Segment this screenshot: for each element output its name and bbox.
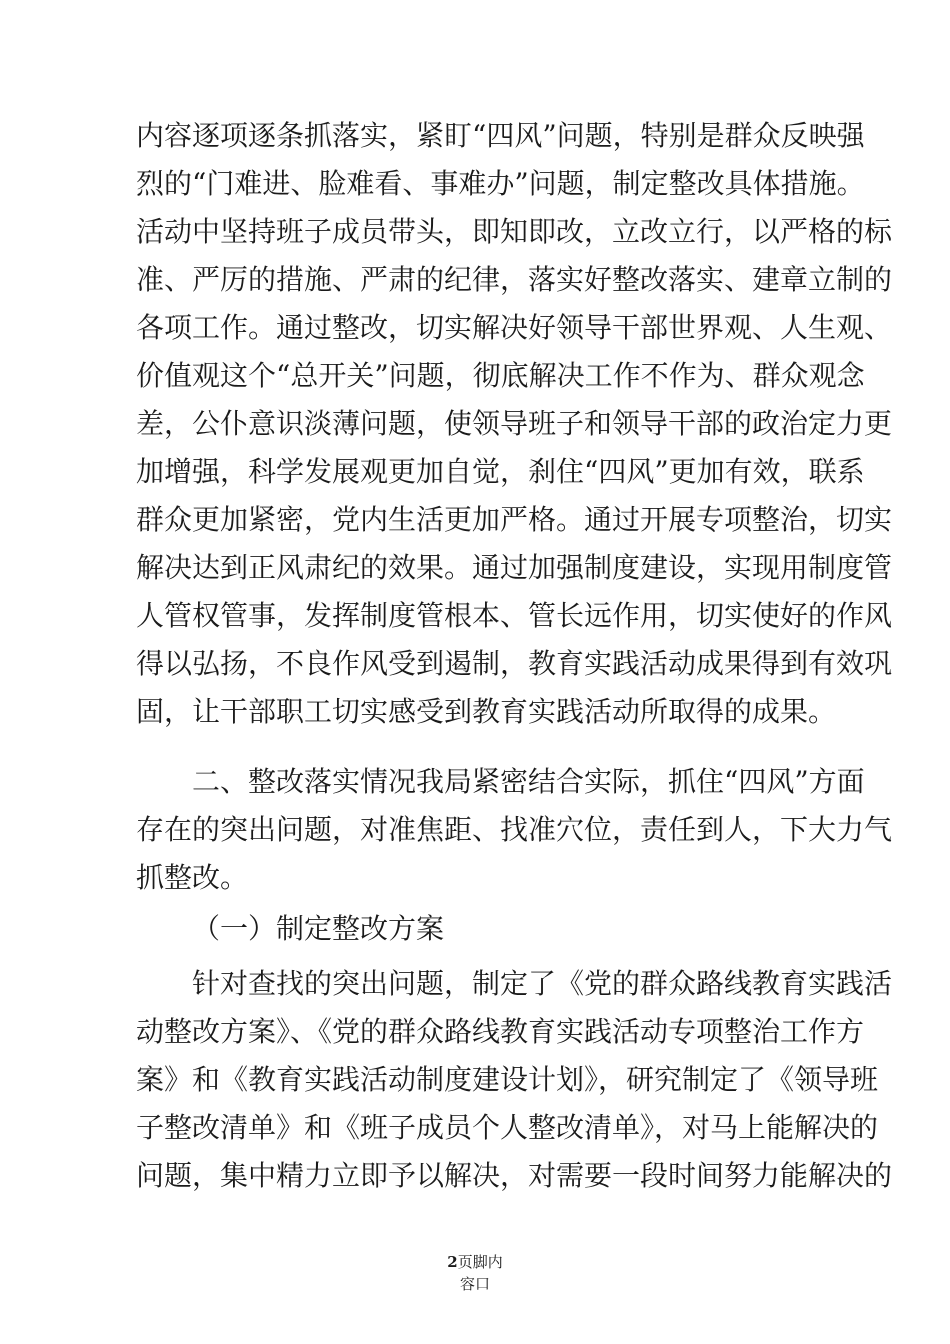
body-line: 存在的突出问题，对准焦距、找准穴位，责任到人，下大力气 — [136, 813, 893, 846]
body-line: 子整改清单》和《班子成员个人整改清单》，对马上能解决的 — [136, 1111, 879, 1144]
body-line: 动整改方案》、《党的群众路线教育实践活动专项整治工作方 — [136, 1015, 865, 1048]
body-line: 烈的“门难进、脸难看、事难办”问题，制定整改具体措施。 — [136, 167, 865, 200]
section-heading-line: 二、整改落实情况我局紧密结合实际，抓住“四风”方面 — [192, 765, 865, 798]
footer-text-line1: 页脚内 — [457, 1253, 503, 1271]
body-line: 活动中坚持班子成员带头，即知即改，立改立行，以严格的标 — [136, 215, 893, 248]
body-line: 人管权管事，发挥制度管根本、管长远作用，切实使好的作风 — [136, 599, 893, 632]
body-line: 抓整改。 — [136, 861, 249, 894]
body-line: 群众更加紧密，党内生活更加严格。通过开展专项整治，切实 — [136, 503, 893, 536]
subsection-heading: （一）制定整改方案 — [192, 912, 445, 945]
body-line: 差，公仆意识淡薄问题，使领导班子和领导干部的政治定力更 — [136, 407, 893, 440]
body-line: 各项工作。通过整改，切实解决好领导干部世界观、人生观、 — [136, 311, 893, 344]
body-line: 问题，集中精力立即予以解决，对需要一段时间努力能解决的 — [136, 1159, 893, 1192]
page-number: 2 — [447, 1253, 458, 1271]
body-line: 内容逐项逐条抓落实，紧盯“四风”问题，特别是群众反映强 — [136, 119, 865, 152]
body-line: 针对查找的突出问题，制定了《党的群众路线教育实践活 — [192, 967, 893, 1000]
footer-text-line2: 容口 — [459, 1275, 490, 1293]
body-line: 加增强，科学发展观更加自觉，刹住“四风”更加有效，联系 — [136, 455, 865, 488]
body-line: 价值观这个“总开关”问题，彻底解决工作不作为、群众观念 — [136, 359, 865, 392]
body-line: 得以弘扬，不良作风受到遏制，教育实践活动成果得到有效巩 — [136, 647, 893, 680]
body-line: 解决达到正风肃纪的效果。通过加强制度建设，实现用制度管 — [136, 551, 893, 584]
body-line: 准、严厉的措施、严肃的纪律，落实好整改落实、建章立制的 — [136, 263, 893, 296]
page-footer — [0, 1252, 950, 1272]
body-line: 固，让干部职工切实感受到教育实践活动所取得的成果。 — [136, 695, 837, 728]
body-line: 案》和《教育实践活动制度建设计划》，研究制定了《领导班 — [136, 1063, 879, 1096]
